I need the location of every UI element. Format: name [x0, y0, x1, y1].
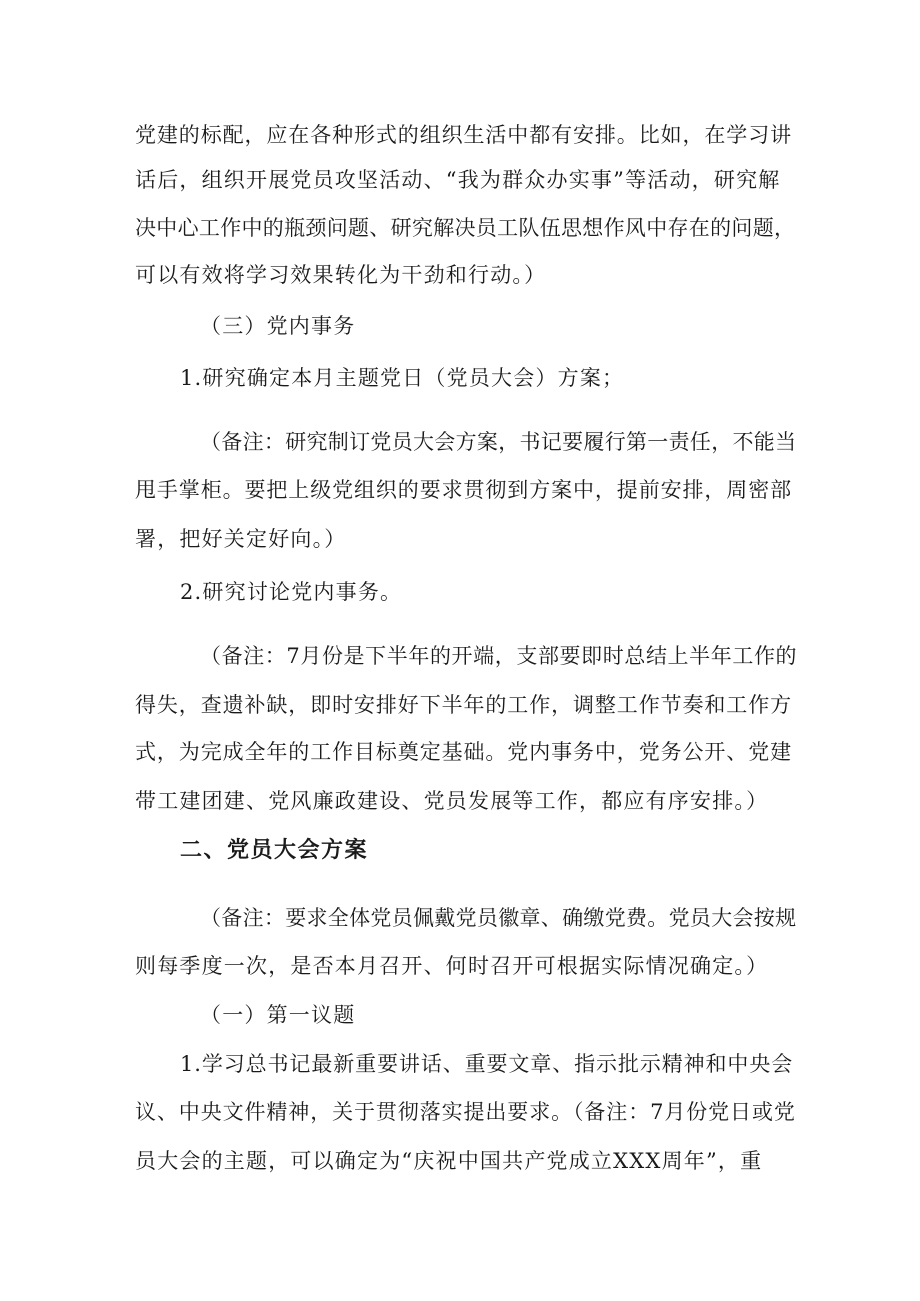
- body-text-line: 得失，查遗补缺，即时安排好下半年的工作，调整工作节奏和工作方: [135, 693, 792, 717]
- list-item: 1.研究确定本月主题党日（党员大会）方案；: [180, 366, 625, 390]
- subsection-heading: （三）党内事务: [200, 314, 356, 338]
- body-text-line: （备注：要求全体党员佩戴党员徽章、确缴党费。党员大会按规: [200, 906, 797, 930]
- body-text-line: 署，把好关定好向。）: [135, 527, 347, 551]
- body-text-line: 式，为完成全年的工作目标奠定基础。党内事务中，党务公开、党建: [135, 740, 792, 764]
- body-text-line: 甩手掌柜。要把上级党组织的要求贯彻到方案中，提前安排，周密部: [135, 478, 792, 502]
- subsection-heading: （一）第一议题: [200, 1003, 356, 1027]
- body-text-line: 员大会的主题，可以确定为“庆祝中国共产党成立XXX周年”，重: [135, 1149, 763, 1173]
- body-text-line: 则每季度一次，是否本月召开、何时召开可根据实际情况确定。）: [135, 954, 769, 978]
- body-text-line: 话后，组织开展党员攻坚活动、“我为群众办实事”等活动，研究解: [135, 168, 781, 192]
- body-text-line: 党建的标配，应在各种形式的组织生活中都有安排。比如，在学习讲: [135, 123, 792, 147]
- body-text-line: 议、中央文件精神，关于贯彻落实提出要求。（备注：7月份党日或党: [135, 1100, 796, 1124]
- body-text-line: （备注：7月份是下半年的开端，支部要即时总结上半年工作的: [200, 644, 798, 668]
- body-text-line: 带工建团建、党风廉政建设、党员发展等工作，都应有序安排。）: [135, 789, 769, 813]
- list-item: 1.学习总书记最新重要讲话、重要文章、指示批示精神和中央会: [180, 1052, 794, 1076]
- body-text-line: 可以有效将学习效果转化为干劲和行动。）: [135, 263, 547, 287]
- body-text-line: 决中心工作中的瓶颈问题、研究解决员工队伍思想作风中存在的问题，: [135, 216, 796, 240]
- body-text-line: （备注：研究制订党员大会方案，书记要履行第一责任，不能当: [200, 430, 797, 454]
- list-item: 2.研究讨论党内事务。: [180, 580, 403, 604]
- section-heading: 二、党员大会方案: [180, 837, 369, 863]
